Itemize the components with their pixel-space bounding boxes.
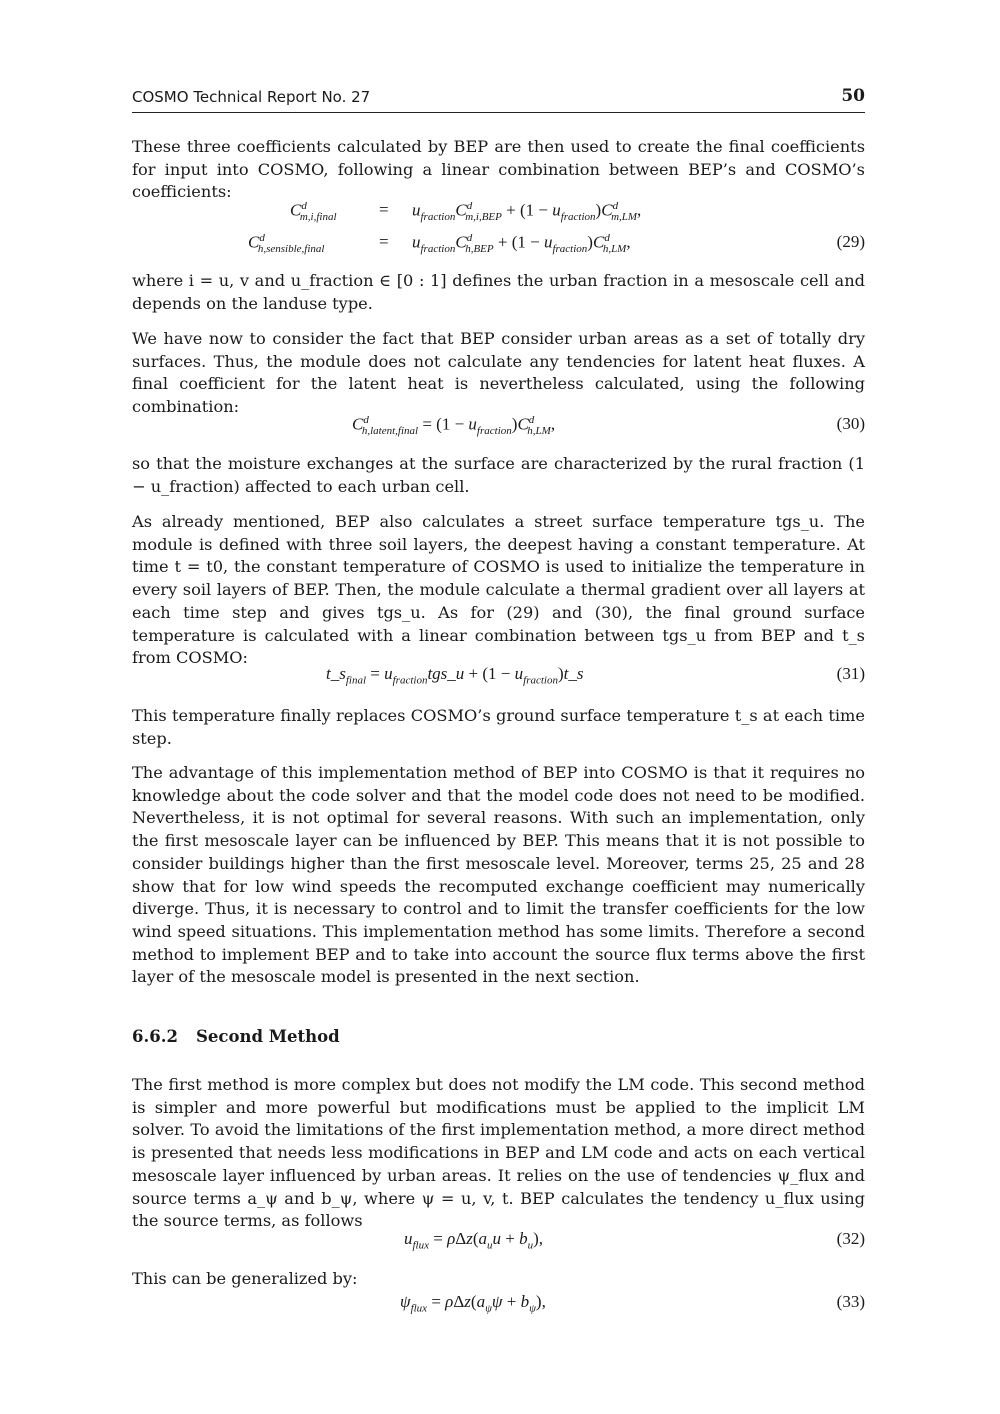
equation-29-number: (29) (836, 232, 865, 251)
section-heading (132, 1027, 340, 1046)
equation-32: $u_{flux} = \rho\Delta z(a_uu + b_u)$, (404, 1229, 544, 1252)
running-header (132, 88, 865, 113)
equation-33: $\psi_{flux} = \rho\Delta z(a_\psi\psi + b_\psi)$, (400, 1292, 546, 1315)
equation-29-line1: $C^d_{m,i,final}$ (290, 200, 337, 224)
page-number: 50 (841, 86, 865, 106)
equation-30: $C^d_{h,latent,final} = (1 - u_{fraction})C^d_{h,LM}$, (352, 414, 556, 438)
equation-30-number: (30) (836, 414, 865, 433)
paragraph-moisture: so that the moisture exchanges at the surface are characterized by the rural fraction (1 − u_fraction) affected to each urban cell. (132, 454, 865, 496)
equation-29-rhs-2: $u_{fraction}C^d_{h,BEP} + (1 - u_{fraction})C^d_{h,LM}$, (412, 232, 631, 256)
paragraph-generalized: This can be generalized by: (132, 1269, 358, 1288)
paragraph-advantage: The advantage of this implementation method of BEP into COSMO is that it requires no knowledge about the code solver and that the model code does not need to be modified. Nevertheless, it is not optimal for several reasons. With such an implementation, only the first mesoscale layer can be influenced by BEP. This means that it is not possible to consider buildings higher than the first mesoscale level. Moreover, terms 25, 25 and 28 show that for low wind speeds the recomputed exchange coefficient may numerically diverge. Thus, it is necessary to control and to limit the transfer coefficients for the low wind speed situations. This implementation method has some limits. Therefore a second method to implement BEP and to take into account the source flux terms above the first layer of the mesoscale model is presented in the next section. (132, 763, 865, 987)
report-title: COSMO Technical Report No. 27 (132, 88, 371, 106)
section-title: Second Method (196, 1027, 340, 1046)
section-number: 6.6.2 (132, 1027, 178, 1046)
equation-29-line2: $C^d_{h,sensible,final}$ (248, 232, 325, 256)
equation-29-rhs-1: $u_{fraction}C^d_{m,i,BEP} + (1 - u_{fraction})C^d_{m,LM}$, (412, 200, 642, 224)
paragraph-replaces: This temperature finally replaces COSMO’s ground surface temperature t_s at each time step. (132, 706, 865, 748)
equation-29-eq-sign-2: = (379, 232, 389, 251)
paragraph-intro: These three coefficients calculated by BEP are then used to create the final coefficients for input into COSMO, following a linear combination between BEP’s and COSMO’s coefficients: (132, 137, 865, 202)
equation-32-number: (32) (836, 1229, 865, 1248)
equation-29-eq-sign-1: = (379, 200, 389, 219)
equation-31: $t\_s_{final}$ = $u_{fraction}tgs\_u + (1$ − $u_{fraction})t\_s$ (326, 664, 584, 687)
equation-31-number: (31) (836, 664, 865, 683)
paragraph-temperature: As already mentioned, BEP also calculates a street surface temperature tgs_u. The module is defined with three soil layers, the deepest having a constant temperature. At time t = t0, the constant temperature of COSMO is used to initialize the temperature in every soil layers of BEP. Then, the module calculate a thermal gradient over all layers at each time step and gives tgs_u. As for (29) and (30), the final ground surface temperature is calculated with a linear combination between tgs_u from BEP and t_s from COSMO: (132, 512, 865, 668)
paragraph-where: where i = u, v and u_fraction ∈ [0 : 1] defines the urban fraction in a mesoscale cell and depends on the landuse type. (132, 271, 865, 313)
paragraph-latent: We have now to consider the fact that BEP consider urban areas as a set of totally dry surfaces. Thus, the module does not calculate any tendencies for latent heat fluxes. A final coefficient for the latent heat is nevertheless calculated, using the following combination: (132, 329, 865, 417)
equation-33-number: (33) (836, 1292, 865, 1311)
paragraph-second-method: The first method is more complex but does not modify the LM code. This second method is simpler and more powerful but modifications must be applied to the implicit LM solver. To avoid the limitations of the first implementation method, a more direct method is presented that needs less modifications in BEP and LM code and acts on each vertical mesoscale layer influenced by urban areas. It relies on the use of tendencies ψ_flux and source terms a_ψ and b_ψ, where ψ = u, v, t. BEP calculates the tendency u_flux using the source terms, as follows (132, 1075, 865, 1231)
